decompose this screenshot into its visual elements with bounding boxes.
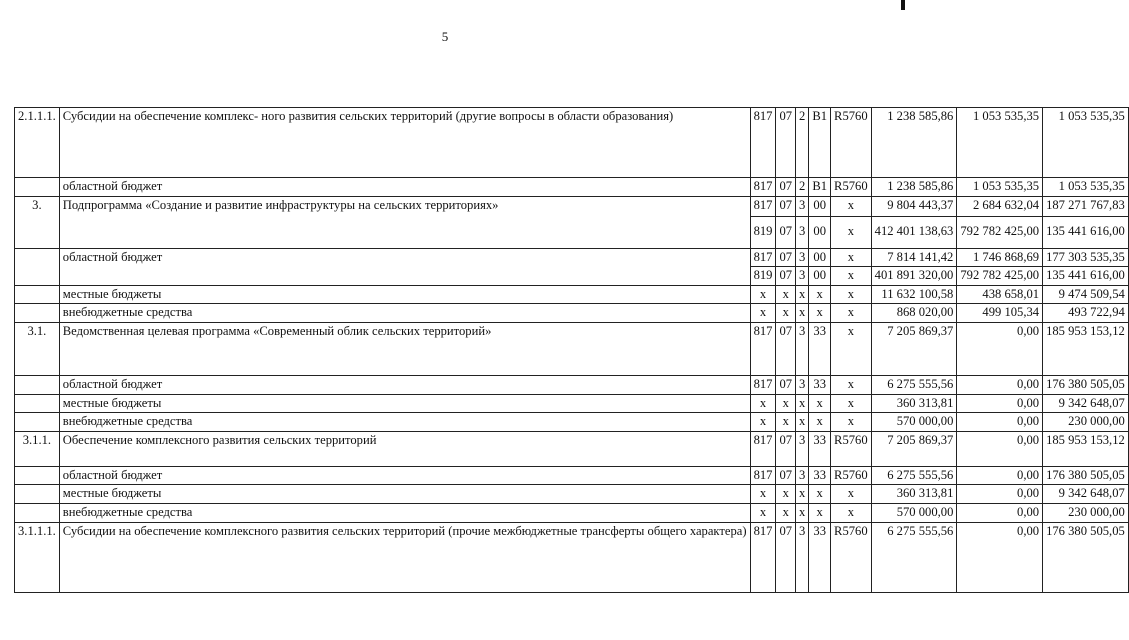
cell-amount-1: 401 891 320,00 xyxy=(871,267,957,286)
cell-direction: x xyxy=(831,375,872,394)
cell-amount-3: 1 053 535,35 xyxy=(1043,108,1129,178)
table-row xyxy=(15,431,1129,466)
page-number: 5 xyxy=(441,29,449,44)
row-description: областной бюджет xyxy=(59,178,750,197)
cell-subprogram: 3 xyxy=(796,216,809,248)
cell-amount-3: 176 380 505,05 xyxy=(1043,522,1129,592)
cell-amount-3: 135 441 616,00 xyxy=(1043,267,1129,286)
cell-subprogram: 2 xyxy=(796,178,809,197)
cell-amount-3: 185 953 153,12 xyxy=(1043,431,1129,466)
cell-subprogram: 3 xyxy=(796,248,809,267)
cell-event: 00 xyxy=(809,196,831,216)
cell-section: 07 xyxy=(776,322,796,375)
cell-event: x xyxy=(809,485,831,504)
cell-subprogram: 3 xyxy=(796,375,809,394)
cell-direction: R5760 xyxy=(831,108,872,178)
cell-amount-3: 177 303 535,35 xyxy=(1043,248,1129,267)
table-row xyxy=(15,178,1129,197)
row-number: 3.1.1.1. xyxy=(15,522,60,592)
cell-amount-3: 176 380 505,05 xyxy=(1043,466,1129,485)
cell-amount-1: 1 238 585,86 xyxy=(871,108,957,178)
cell-amount-2: 1 053 535,35 xyxy=(957,178,1043,197)
cell-direction: R5760 xyxy=(831,522,872,592)
cell-amount-3: 1 053 535,35 xyxy=(1043,178,1129,197)
cell-section: x xyxy=(776,503,796,522)
row-description: внебюджетные средства xyxy=(59,503,750,522)
cell-subprogram: x xyxy=(796,485,809,504)
cell-amount-2: 0,00 xyxy=(957,413,1043,432)
cell-amount-2: 1 746 868,69 xyxy=(957,248,1043,267)
cell-subprogram: 3 xyxy=(796,431,809,466)
cell-event: 00 xyxy=(809,216,831,248)
table-row xyxy=(15,503,1129,522)
cell-amount-2: 792 782 425,00 xyxy=(957,267,1043,286)
cell-amount-3: 9 342 648,07 xyxy=(1043,394,1129,413)
cell-direction: x xyxy=(831,503,872,522)
cell-direction: x xyxy=(831,304,872,323)
cell-subprogram: x xyxy=(796,394,809,413)
table-row xyxy=(15,485,1129,504)
cell-direction: x xyxy=(831,394,872,413)
table-row xyxy=(15,522,1129,592)
cell-amount-2: 792 782 425,00 xyxy=(957,216,1043,248)
cell-section: 07 xyxy=(776,375,796,394)
table-row xyxy=(15,375,1129,394)
cell-amount-1: 360 313,81 xyxy=(871,394,957,413)
cell-amount-2: 0,00 xyxy=(957,431,1043,466)
row-number xyxy=(15,413,60,432)
cell-subprogram: x xyxy=(796,285,809,304)
cell-amount-2: 0,00 xyxy=(957,485,1043,504)
cell-direction: x xyxy=(831,285,872,304)
row-number xyxy=(15,178,60,197)
cell-event: 00 xyxy=(809,267,831,286)
cell-section: x xyxy=(776,304,796,323)
cell-event: x xyxy=(809,413,831,432)
cell-admin-code: 817 xyxy=(750,466,776,485)
row-description: внебюджетные средства xyxy=(59,304,750,323)
cell-direction: R5760 xyxy=(831,466,872,485)
row-number xyxy=(15,285,60,304)
cell-amount-3: 230 000,00 xyxy=(1043,413,1129,432)
cell-subprogram: 3 xyxy=(796,522,809,592)
cell-direction: x xyxy=(831,413,872,432)
cell-event: x xyxy=(809,394,831,413)
cell-admin-code: 817 xyxy=(750,178,776,197)
cell-admin-code: x xyxy=(750,485,776,504)
cell-amount-2: 438 658,01 xyxy=(957,285,1043,304)
cell-amount-3: 187 271 767,83 xyxy=(1043,196,1129,216)
cell-section: x xyxy=(776,285,796,304)
row-number: 2.1.1.1. xyxy=(15,108,60,178)
cell-amount-1: 1 238 585,86 xyxy=(871,178,957,197)
cell-admin-code: 817 xyxy=(750,375,776,394)
table-row xyxy=(15,285,1129,304)
cell-direction: x xyxy=(831,248,872,267)
cell-amount-2: 2 684 632,04 xyxy=(957,196,1043,216)
cell-amount-3: 9 474 509,54 xyxy=(1043,285,1129,304)
table-row xyxy=(15,394,1129,413)
row-description: Ведомственная целевая программа «Современный облик сельских территорий» xyxy=(59,322,750,375)
cell-admin-code: x xyxy=(750,503,776,522)
cell-event: x xyxy=(809,503,831,522)
cell-admin-code: 819 xyxy=(750,267,776,286)
cell-event: 33 xyxy=(809,322,831,375)
cell-amount-3: 185 953 153,12 xyxy=(1043,322,1129,375)
cell-amount-1: 7 205 869,37 xyxy=(871,322,957,375)
cell-event: x xyxy=(809,285,831,304)
cell-section: 07 xyxy=(776,108,796,178)
cell-admin-code: x xyxy=(750,304,776,323)
row-description: областной бюджет xyxy=(59,248,750,285)
cell-admin-code: 817 xyxy=(750,522,776,592)
cell-subprogram: x xyxy=(796,413,809,432)
cell-direction: x xyxy=(831,267,872,286)
cell-section: 07 xyxy=(776,267,796,286)
cell-amount-3: 176 380 505,05 xyxy=(1043,375,1129,394)
row-number xyxy=(15,466,60,485)
cell-subprogram: 3 xyxy=(796,267,809,286)
row-description: местные бюджеты xyxy=(59,285,750,304)
cell-amount-1: 570 000,00 xyxy=(871,413,957,432)
cell-amount-1: 11 632 100,58 xyxy=(871,285,957,304)
table-row xyxy=(15,304,1129,323)
cell-subprogram: 3 xyxy=(796,322,809,375)
cell-amount-1: 6 275 555,56 xyxy=(871,466,957,485)
table-row xyxy=(15,322,1129,375)
cell-event: 33 xyxy=(809,466,831,485)
cell-amount-1: 360 313,81 xyxy=(871,485,957,504)
row-description: Обеспечение комплексного развития сельских территорий xyxy=(59,431,750,466)
cell-amount-2: 1 053 535,35 xyxy=(957,108,1043,178)
cell-admin-code: x xyxy=(750,394,776,413)
cell-event: 33 xyxy=(809,375,831,394)
row-description: Подпрограмма «Создание и развитие инфраструктуры на сельских территориях» xyxy=(59,196,750,248)
cell-section: 07 xyxy=(776,522,796,592)
cell-amount-1: 9 804 443,37 xyxy=(871,196,957,216)
cell-admin-code: x xyxy=(750,285,776,304)
row-number: 3. xyxy=(15,196,60,248)
cell-admin-code: 819 xyxy=(750,216,776,248)
cell-section: x xyxy=(776,413,796,432)
cell-amount-1: 7 814 141,42 xyxy=(871,248,957,267)
cell-admin-code: 817 xyxy=(750,248,776,267)
cell-amount-1: 7 205 869,37 xyxy=(871,431,957,466)
budget-table xyxy=(14,107,1129,593)
table-row xyxy=(15,466,1129,485)
cell-amount-1: 412 401 138,63 xyxy=(871,216,957,248)
table-row xyxy=(15,248,1129,267)
row-description: местные бюджеты xyxy=(59,394,750,413)
cell-amount-3: 135 441 616,00 xyxy=(1043,216,1129,248)
table-row xyxy=(15,413,1129,432)
cell-direction: x xyxy=(831,196,872,216)
cell-direction: R5760 xyxy=(831,178,872,197)
cell-subprogram: 3 xyxy=(796,466,809,485)
cell-amount-2: 0,00 xyxy=(957,522,1043,592)
cell-event: x xyxy=(809,304,831,323)
row-number xyxy=(15,248,60,285)
cell-section: 07 xyxy=(776,466,796,485)
row-number xyxy=(15,485,60,504)
cell-amount-3: 9 342 648,07 xyxy=(1043,485,1129,504)
cell-section: x xyxy=(776,485,796,504)
row-number: 3.1. xyxy=(15,322,60,375)
cell-section: x xyxy=(776,394,796,413)
row-number: 3.1.1. xyxy=(15,431,60,466)
cell-amount-2: 0,00 xyxy=(957,322,1043,375)
cell-amount-2: 0,00 xyxy=(957,375,1043,394)
row-number xyxy=(15,503,60,522)
cell-amount-1: 868 020,00 xyxy=(871,304,957,323)
cell-amount-1: 6 275 555,56 xyxy=(871,375,957,394)
cell-admin-code: 817 xyxy=(750,108,776,178)
cell-section: 07 xyxy=(776,431,796,466)
row-description: местные бюджеты xyxy=(59,485,750,504)
cell-subprogram: x xyxy=(796,503,809,522)
row-description: областной бюджет xyxy=(59,375,750,394)
row-description: Субсидии на обеспечение комплекс- ного развития сельских территорий (другие вопросы в области образования) xyxy=(59,108,750,178)
cell-admin-code: 817 xyxy=(750,322,776,375)
cell-amount-2: 0,00 xyxy=(957,503,1043,522)
cell-amount-1: 570 000,00 xyxy=(871,503,957,522)
cell-section: 07 xyxy=(776,248,796,267)
edge-mark xyxy=(901,0,905,10)
row-number xyxy=(15,375,60,394)
cell-direction: x xyxy=(831,322,872,375)
cell-subprogram: 3 xyxy=(796,196,809,216)
cell-direction: R5760 xyxy=(831,431,872,466)
cell-event: B1 xyxy=(809,178,831,197)
cell-section: 07 xyxy=(776,178,796,197)
cell-amount-2: 499 105,34 xyxy=(957,304,1043,323)
table-row xyxy=(15,196,1129,216)
table-row xyxy=(15,108,1129,178)
cell-event: 00 xyxy=(809,248,831,267)
row-description: внебюджетные средства xyxy=(59,413,750,432)
cell-direction: x xyxy=(831,485,872,504)
row-number xyxy=(15,304,60,323)
cell-admin-code: 817 xyxy=(750,196,776,216)
cell-admin-code: 817 xyxy=(750,431,776,466)
cell-section: 07 xyxy=(776,196,796,216)
cell-amount-2: 0,00 xyxy=(957,466,1043,485)
cell-amount-1: 6 275 555,56 xyxy=(871,522,957,592)
cell-admin-code: x xyxy=(750,413,776,432)
row-description: областной бюджет xyxy=(59,466,750,485)
row-description: Субсидии на обеспечение комплексного развития сельских территорий (прочие межбюджетные трансферты общего характера) xyxy=(59,522,750,592)
cell-section: 07 xyxy=(776,216,796,248)
cell-event: 33 xyxy=(809,522,831,592)
cell-event: 33 xyxy=(809,431,831,466)
cell-direction: x xyxy=(831,216,872,248)
cell-subprogram: x xyxy=(796,304,809,323)
cell-amount-3: 493 722,94 xyxy=(1043,304,1129,323)
row-number xyxy=(15,394,60,413)
cell-subprogram: 2 xyxy=(796,108,809,178)
cell-amount-3: 230 000,00 xyxy=(1043,503,1129,522)
cell-amount-2: 0,00 xyxy=(957,394,1043,413)
cell-event: B1 xyxy=(809,108,831,178)
